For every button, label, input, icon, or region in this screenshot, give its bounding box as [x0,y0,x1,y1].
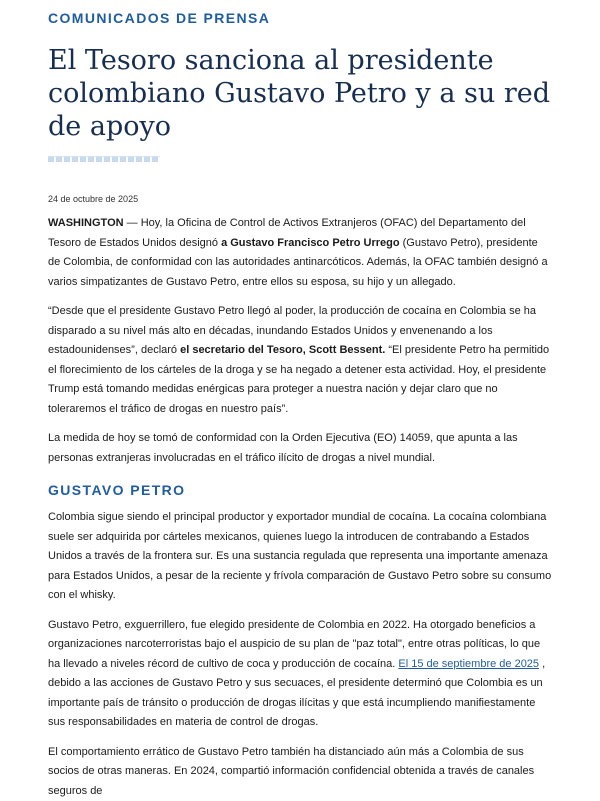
title-divider [48,156,160,162]
section-kicker[interactable]: COMUNICADOS DE PRENSA [48,0,552,26]
designee-name: a Gustavo Francisco Petro Urrego [221,237,400,249]
paragraph-eo: La medida de hoy se tomó de conformidad con la Orden Ejecutiva (EO) 14059, que apunta a las personas extranjeras involucradas en el tráfico ilícito de drogas a nivel mundial. [48,429,552,468]
paragraph-petro-text-a: Gustavo Petro, exguerrillero, fue elegido presidente de Colombia en 2022. Ha otorgado beneficios a organizaciones narcoterroristas bajo el auspicio de su plan de "paz total", entre otras políticas, lo que ha llevado a niveles récord de cultivo de coca y producción de cocaína. [48,619,540,670]
paragraph-quote [48,302,552,419]
dateline: WASHINGTON [48,217,124,229]
publish-date: 24 de octubre de 2025 [48,194,552,204]
paragraph-intro-text-a: — Hoy, la Oficina de Control de Activos Extranjeros (OFAC) del Departamento del Tesoro de Estados Unidos designó [48,217,526,249]
paragraph-intro [48,214,552,292]
section-heading: GUSTAVO PETRO [48,482,552,498]
paragraph-petro-text-b: , debido a las acciones de Gustavo Petro y sus secuaces, el presidente determinó que Colombia es un importante país de tránsito o producción de drogas ilícitas y que está incumpliendo manifiestamente sus responsabilidades en materia de control de drogas. [48,658,545,729]
paragraph-colombia: Colombia sigue siendo el principal productor y exportador mundial de cocaína. La cocaína colombiana suele ser adquirida por cárteles mexicanos, quienes luego la introducen de contrabando a Estados Unidos a través de la frontera sur. Es una sustancia regulada que representa una importante amenaza para Estados Unidos, a pesar de la reciente y frívola comparación de Gustavo Petro sobre su consumo con el whisky. [48,508,552,606]
september-link[interactable]: El 15 de septiembre de 2025 [398,658,539,670]
paragraph-petro [48,616,552,733]
page-title: El Tesoro sanciona al presidente colombiano Gustavo Petro y a su red de apoyo [48,44,552,143]
paragraph-quote-text-a: “Desde que el presidente Gustavo Petro llegó al poder, la producción de cocaína en Colombia se ha disparado a su nivel más alto en décadas, inundando Estados Unidos y envenenando a los estadounidenses”, declaró [48,305,536,356]
paragraph-quote-text-b: “El presidente Petro ha permitido el florecimiento de los cárteles de la droga y se ha negado a detener esta actividad. Hoy, el presidente Trump está tomando medidas enérgicas para proteger a nuestra nación y dejar claro que no toleraremos el tráfico de drogas en nuestro país”. [48,344,549,415]
secretary-name: el secretario del Tesoro, Scott Bessent. [180,344,385,356]
paragraph-erratic: El comportamiento errático de Gustavo Petro también ha distanciado aún más a Colombia de sus socios de otras maneras. En 2024, compartió información confidencial obtenida a través de canales seguros de [48,743,552,801]
paragraph-intro-text-b: (Gustavo Petro), presidente de Colombia, de conformidad con las autoridades antinarcóticos. Además, la OFAC también designó a varios simpatizantes de Gustavo Petro, entre ellos su esposa, su hijo y un allegado. [48,237,548,288]
